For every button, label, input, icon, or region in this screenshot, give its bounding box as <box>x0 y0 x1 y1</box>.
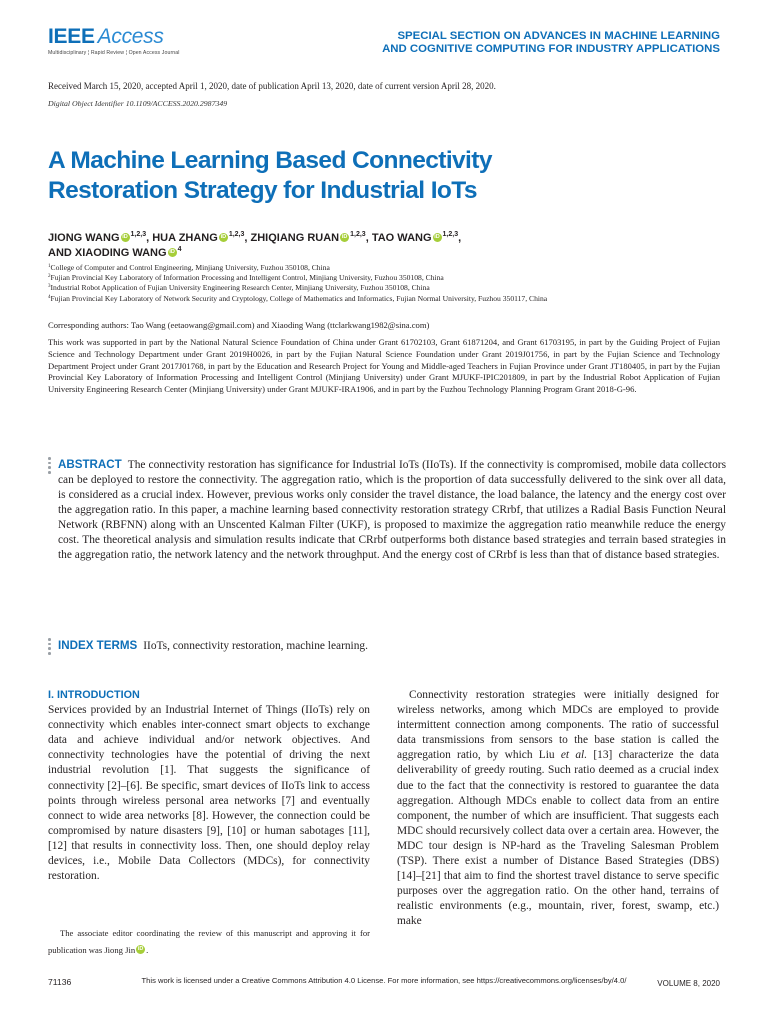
volume-label: VOLUME 8, 2020 <box>657 979 720 988</box>
title-line-2: Restoration Strategy for Industrial IoTs <box>48 177 477 204</box>
intro-paragraph-2: Connectivity restoration strategies were initially designed for wireless networks, among which MDCs are employed to provide intermittent connection among components. The ratio of successful data transmissions from sensors to the base station is called the aggregation ratio, by which Liu et al. [13] characterize the data deliverability of greedy routing. Such ratio deemed as a crucial index due to the fact that the connectivity is restored to guarantee the data aggregation. Although MDCs enable to collect data from an entire component, the number of which are insufficient. That suggests each MDC should recursively collect data over a certain area. However, the MDC tour design is NP-hard as the Traveling Salesman Problem (TSP). There exist a number of Distance Based Strategies (DBS) [14]–[21] that aim to find the shortest travel distance to serve specific purposes over the aggregation ratio. On the other hand, terrains of realistic environments (e.g., mountain, river, forest, swamp, etc.) make <box>397 689 719 928</box>
logo-word-ieee: IEEE <box>48 25 95 48</box>
intro-paragraph-1: Services provided by an Industrial Internet of Things (IIoTs) rely on connectivity which enables inter-connect smart objects to exchange data and achieve individual and/or network objectives. And connectivity technologies have the potential of driving the next industrial revolution [1]. That suggests the significance of connectivity [2]–[6]. Be specific, smart devices of IIoTs link to access points through wireless personal area networks [7] and eventually connect to wide area networks [8]. However, the connection could be compromised by nature disasters [9], [10] or human sabotages [11], [12] that results in connectivity loss. Then, one should deploy relay devices, i.e., Mobile Data Collectors (MDCs), for connectivity restoration. <box>48 704 370 883</box>
logo-tagline: Multidisciplinary ¦ Rapid Review ¦ Open Access Journal <box>48 50 180 56</box>
editor-footnote: The associate editor coordinating the review of this manuscript and approving it for publication was Jiong Jin iD . <box>48 928 370 955</box>
author-name: AND XIAODING WANG <box>48 247 167 259</box>
author: ZHIQIANG RUAN iD $^{1,2,3}$, <box>250 231 372 244</box>
author-affil-sup: 1,2,3 <box>442 231 459 238</box>
corresponding-authors: Corresponding authors: Tao Wang (eetaowang@gmail.com) and Xiaoding Wang (ttclarkwang1982@sina.com) <box>48 320 430 330</box>
author-affil-sup: 1,2,3 <box>130 231 147 238</box>
orcid-icon[interactable]: iD <box>341 234 348 240</box>
author-affil-sup: 1,2,3 <box>350 231 366 238</box>
abstract-text: The connectivity restoration has significance for Industrial IoTs (IIoTs). If the connectivity is compromised, mobile data collectors can be deployed to restore the connectivity. The aggregation ratio, which is the proportion of data successfully delivered to the sink over all data, is considered as a crucial index. However, previous works only consider the travel distance, the load balance, the latency and the energy cost over the aggregation ratio. In this paper, a machine learning based connectivity restoration strategy CRrbf, that utilizes a Radial Basis Function Neural Network (RBFNN) along with an Unscented Kalman Filter (UKF), is proposed to maximize the aggregation ratio meanwhile reduce the energy cost. The theoretical analysis and simulation results indicate that CRrbf outperforms both distance based strategies and terrain based strategies in the aggregation ratio, the network latency and the network throughput. And the energy cost of CRrbf is less than that of distance based strategies. <box>58 459 726 561</box>
index-terms-marker-icon <box>48 638 51 657</box>
orcid-icon[interactable]: iD <box>434 234 440 240</box>
affiliation: $^2$Fujian Provincial Key Laboratory of Information Processing and Intelligent Control, Minjiang University, Fuzhou 350108, China <box>48 273 444 283</box>
author-name: HUA ZHANG <box>152 232 218 244</box>
orcid-icon[interactable]: iD <box>137 946 144 952</box>
author: JIONG WANG iD $^{1,2,3}$, <box>48 231 153 244</box>
special-section-heading <box>382 30 720 56</box>
logo-word-access: Access <box>97 25 164 48</box>
body-column-left <box>48 688 370 884</box>
author: HUA ZHANG iD $^{1,2,3}$, <box>152 231 251 244</box>
funding-statement: This work was supported in part by the National Natural Science Foundation of China under Grant 61702103, Grant 61871204, and Grant 61703195, in part by the Guiding Project of Fujian Science and Technology Department under Grant 2019H0026, in part by the Fujian Natural Science Foundation under Grant 2019J01756, in part by the Fujian Science and Technology Department Project under Grant 2017J01768, in part by the Education and Research Project for Young and Middle-aged Teachers in Fujian Province under Grant JT180405, in part by the Fujian Provincial Key Laboratory of Information Processing and Intelligent Control (Minjiang University) under Grant MJUKF-IPIC201809, in part by the Industrial Robot Application of Fujian University Engineering Research Center (Minjiang University) under Grant MJUKF-IRA1906, and in part by the Fuzhou Technology Planning Program Grant 2018-G-96. <box>48 337 720 395</box>
author-affil-sup: 1,2,3 <box>228 231 245 238</box>
section-heading-introduction: I. INTRODUCTION <box>48 689 140 701</box>
orcid-icon[interactable]: iD <box>169 249 175 255</box>
orcid-icon[interactable]: iD <box>220 234 227 240</box>
index-terms-text: IIoTs, connectivity restoration, machine learning. <box>143 640 368 652</box>
author-name: JIONG WANG <box>48 232 120 244</box>
orcid-icon[interactable]: iD <box>122 234 128 240</box>
body-column-right <box>397 688 719 930</box>
received-dates: Received March 15, 2020, accepted April 1, 2020, date of publication April 13, 2020, date of current version April 28, 2020. <box>48 81 496 91</box>
author-list <box>48 231 688 261</box>
section-line-1: SPECIAL SECTION ON ADVANCES IN MACHINE LEARNING <box>397 30 720 42</box>
affiliation: $^1$College of Computer and Control Engineering, Minjiang University, Fuzhou 350108, China <box>48 263 330 272</box>
page-number: 71136 <box>48 977 72 987</box>
license-notice[interactable]: This work is licensed under a Creative Commons Attribution 4.0 License. For more information, see https://creativecommons.org/licenses/by/4.0/ <box>141 976 627 985</box>
doi-line: Digital Object Identifier 10.1109/ACCESS.2020.2987349 <box>48 99 228 108</box>
author-name: TAO WANG <box>371 232 432 244</box>
paper-title <box>48 146 668 206</box>
affiliations <box>48 263 718 304</box>
affiliation: $^4$Fujian Provincial Key Laboratory of Network Security and Cryptology, College of Mathematics and Informatics, Fujian Normal University, Fuzhou 350117, China <box>48 293 548 303</box>
section-line-2: AND COGNITIVE COMPUTING FOR INDUSTRY APPLICATIONS <box>382 43 720 55</box>
abstract <box>58 457 726 563</box>
author-name: ZHIQIANG RUAN <box>250 232 340 244</box>
affiliation: $^3$Industrial Robot Application of Fujian University Engineering Research Center, Minjiang University, Fuzhou 350108, China <box>48 283 430 293</box>
author-affil-sup: 4 <box>177 246 182 253</box>
index-terms-label: INDEX TERMS <box>58 639 138 652</box>
author: TAO WANG iD $^{1,2,3}$, <box>371 231 462 244</box>
title-line-1: A Machine Learning Based Connectivity <box>48 147 492 174</box>
abstract-label: ABSTRACT <box>58 458 122 471</box>
abstract-marker-icon <box>48 457 51 476</box>
index-terms <box>58 638 368 654</box>
author <box>48 247 181 259</box>
journal-logo <box>48 26 180 56</box>
